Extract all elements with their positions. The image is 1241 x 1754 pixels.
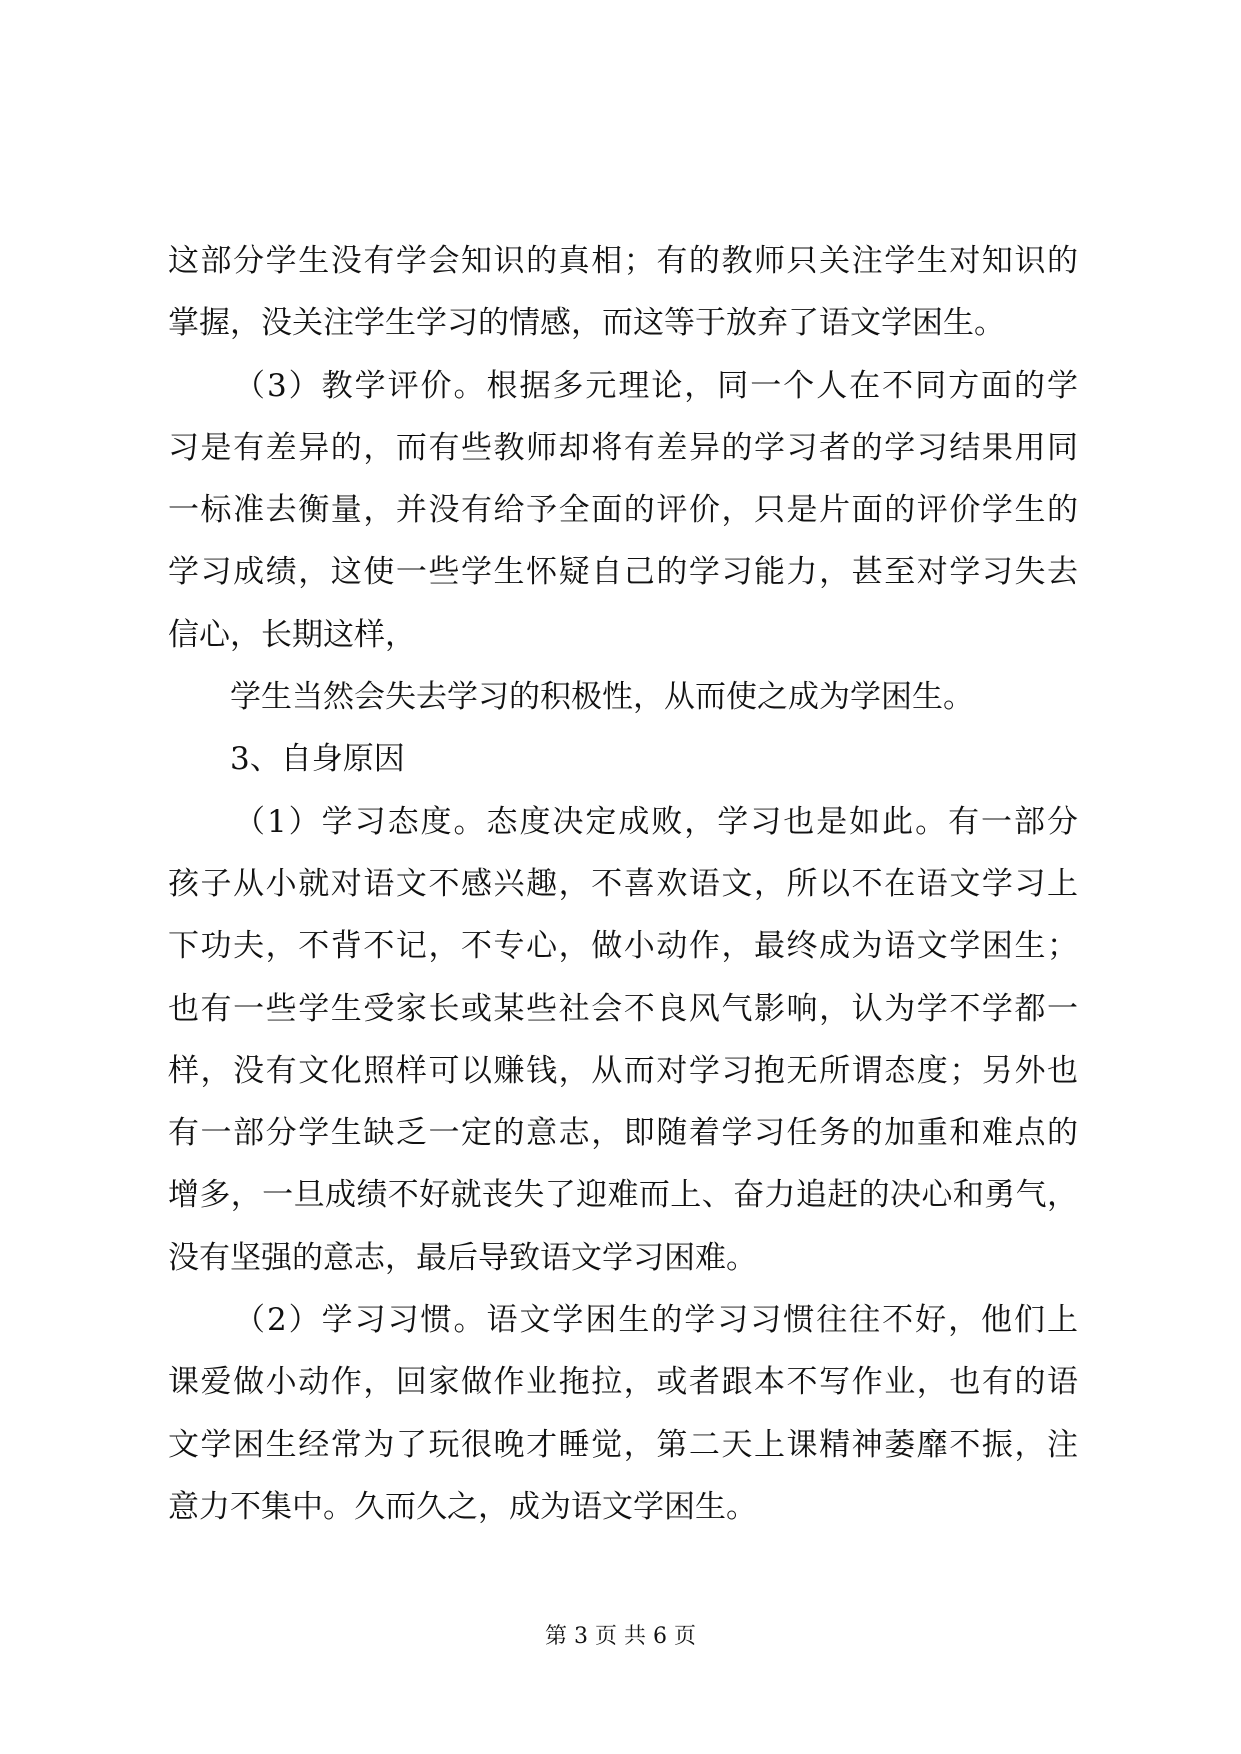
text-line: 样，没有文化照样可以赚钱，从而对学习抱无所谓态度；另外也	[168, 1052, 1078, 1089]
text-line: 课爱做小动作，回家做作业拖拉，或者跟本不写作业，也有的语	[168, 1364, 1078, 1401]
section-heading: 3、自身原因	[230, 741, 405, 778]
text-line: 意力不集中。久而久之，成为语文学困生。	[168, 1488, 757, 1525]
body-text	[168, 230, 1078, 1538]
paragraph-start-line: （1）学习态度。态度决定成败，学习也是如此。有一部分	[234, 803, 1078, 840]
text-line: 这部分学生没有学会知识的真相；有的教师只关注学生对知识的	[168, 243, 1078, 279]
text-line: 下功夫，不背不记，不专心，做小动作，最终成为语文学困生；	[168, 928, 1078, 965]
text-line: 孩子从小就对语文不感兴趣，不喜欢语文，所以不在语文学习上	[168, 865, 1078, 902]
text-line: 有一部分学生缺乏一定的意志，即随着学习任务的加重和难点的	[168, 1115, 1078, 1152]
page-number-footer: 第 3 页 共 6 页	[545, 1624, 696, 1649]
text-line: 一标准去衡量，并没有给予全面的评价，只是片面的评价学生的	[168, 492, 1078, 529]
text-line: 也有一些学生受家长或某些社会不良风气影响，认为学不学都一	[168, 990, 1078, 1027]
text-line: 习是有差异的，而有些教师却将有差异的学习者的学习结果用同	[168, 429, 1078, 466]
paragraph-start-line: （3）教学评价。根据多元理论，同一个人在不同方面的学	[234, 367, 1078, 404]
text-line: 增多，一旦成绩不好就丧失了迎难而上、奋力追赶的决心和勇气，	[168, 1177, 1078, 1214]
text-line: 学习成绩，这使一些学生怀疑自己的学习能力，甚至对学习失去	[168, 554, 1078, 591]
text-line: 没有坚强的意志，最后导致语文学习困难。	[168, 1239, 757, 1276]
paragraph-start-line: 学生当然会失去学习的积极性，从而使之成为学困生。	[230, 679, 974, 716]
text-line: 信心，长期这样，	[168, 616, 416, 653]
text-line: 掌握，没关注学生学习的情感，而这等于放弃了语文学困生。	[168, 305, 1005, 342]
text-line: 文学困生经常为了玩很晚才睡觉，第二天上课精神萎靡不振，注	[168, 1426, 1078, 1463]
paragraph-start-line: （2）学习习惯。语文学困生的学习习惯往往不好，他们上	[234, 1302, 1078, 1339]
